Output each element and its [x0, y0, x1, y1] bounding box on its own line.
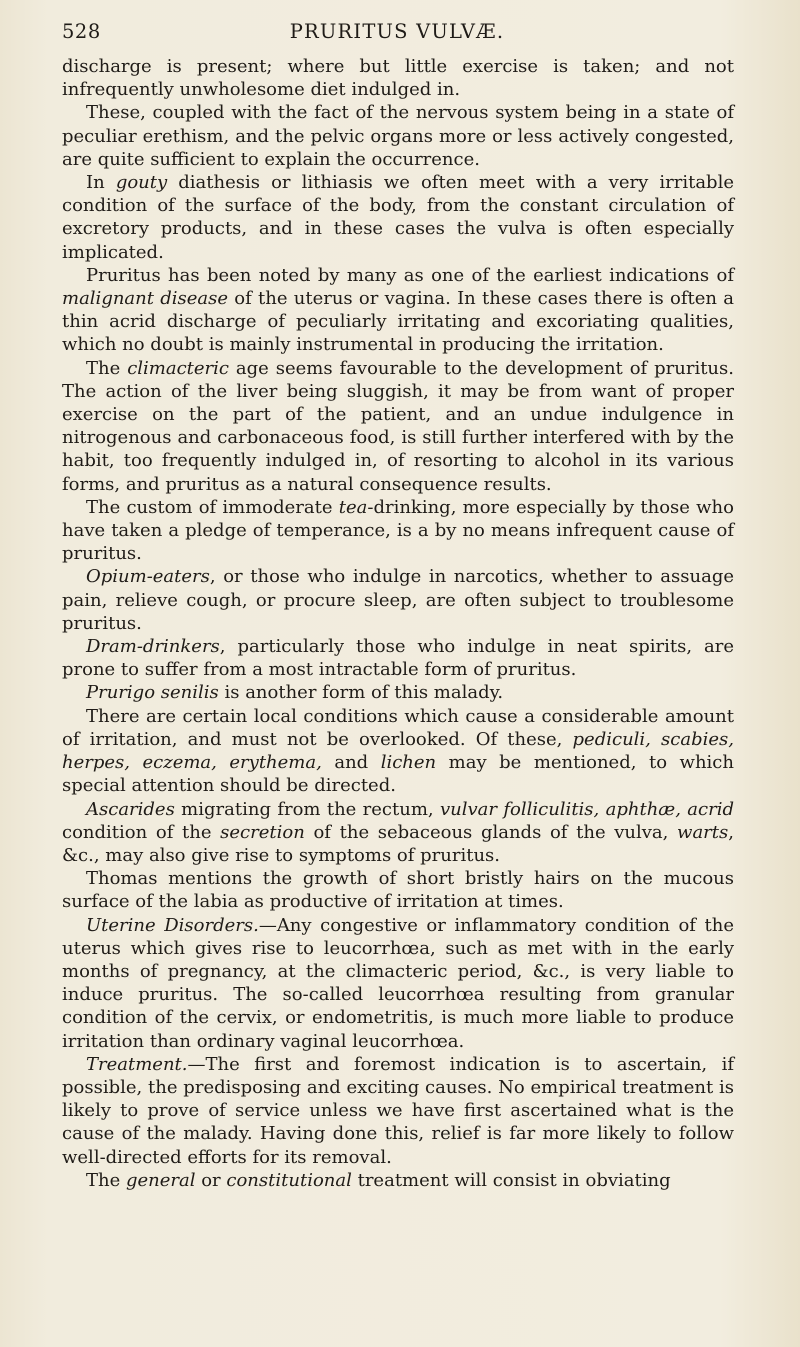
text-run: Pruritus has been noted by many as one of the earliest indications of — [86, 264, 734, 286]
page-number: 528 — [62, 20, 101, 43]
italic-text: Prurigo senilis — [86, 682, 219, 704]
text-run: may be mentioned, to which special attention should be directed. — [62, 752, 734, 797]
paragraph — [62, 55, 734, 101]
italic-text: Ascarides — [86, 798, 175, 820]
running-title: PRURITUS VULVÆ. — [289, 20, 505, 43]
paragraph — [62, 705, 734, 798]
paragraph — [62, 867, 734, 913]
paragraph — [62, 496, 734, 566]
text-run: —Any congestive or inflammatory condition of the uterus which gives rise to leucorrhœa, such as met with in the early months of pregnancy, at the climacteric period, &c., is very liable to induce pruritus. The so-called leucorrhœa resulting from granular condition of the cervix, or endometritis, is much more liable to produce irritation than ordinary vaginal leucorrhœa. — [62, 914, 734, 1052]
text-run: and — [321, 752, 381, 774]
italic-text: tea — [338, 496, 368, 518]
italic-text: gouty — [115, 172, 168, 194]
paragraph — [62, 914, 734, 1053]
italic-text: vulvar folliculitis, aphthæ, acrid — [439, 798, 734, 820]
text-run: condition of the — [62, 821, 221, 843]
italic-text: malignant disease — [62, 288, 229, 310]
text-run: Thomas mentions the growth of short bristly hairs on the mucous surface of the labia as productive of irritation at times. — [62, 868, 734, 913]
paragraph — [62, 1169, 734, 1192]
text-run: is another form of this malady. — [218, 682, 504, 704]
text-run: In — [86, 172, 116, 194]
paragraph — [62, 101, 734, 171]
italic-text: Treatment. — [86, 1053, 188, 1075]
text-run: or — [195, 1169, 227, 1191]
text-run: migrating from the rectum, — [174, 798, 440, 820]
text-run: age seems favourable to the development of pruritus. The action of the liver being sluggish, it may be from want of proper exercise on the part of the patient, and an undue indulgence in nitrogenous and carbonaceous food, is still further interfered with by the habit, too frequently indulged in, of resorting to alcohol in its various forms, and pruritus as a natural consequence results. — [62, 357, 734, 495]
italic-text: Dram-drinkers — [86, 636, 220, 658]
text-run: These, coupled with the fact of the nervous system being in a state of peculiar erethism, and the pelvic organs more or less actively congested, are quite sufficient to explain the occurrence. — [62, 102, 734, 170]
page-header — [62, 14, 732, 44]
paragraph — [62, 171, 734, 264]
text-run: of the uterus or vagina. In these cases there is often a thin acrid discharge of peculiarly irritating and excoriating qualities, which no doubt is mainly instrumental in producing the irritation. — [62, 288, 735, 356]
italic-text: secretion — [220, 821, 305, 843]
text-run: , &c., may also give rise to symptoms of pruritus. — [62, 821, 734, 866]
paragraph — [62, 357, 734, 496]
text-run: —The first and foremost indication is to ascertain, if possible, the predisposing and exciting causes. No empirical treatment is likely to prove of service unless we have first ascertained what is the cause of the malady. Having done this, relief is far more likely to follow well-directed efforts for its removal. — [62, 1053, 734, 1168]
text-run: , particularly those who indulge in neat spirits, are prone to suffer from a most intractable form of pruritus. — [62, 636, 734, 681]
italic-text: Opium-eaters — [86, 566, 210, 588]
paragraph — [62, 1053, 734, 1169]
italic-text: constitutional — [226, 1169, 352, 1191]
text-run: The — [86, 1169, 126, 1191]
text-run: diathesis or lithiasis we often meet with a very irritable condition of the surface of the body, from the constant circulation of excretory products, and in these cases the vulva is often especially implicated. — [62, 172, 734, 263]
paragraph — [62, 264, 734, 357]
italic-text: Uterine Disorders. — [86, 914, 259, 936]
text-run: The — [86, 357, 128, 379]
italic-text: climacteric — [127, 357, 229, 379]
text-run: There are certain local conditions which cause a considerable amount of irritation, and must not be overlooked. Of these, — [62, 705, 734, 750]
text-run: treatment will consist in obviating — [351, 1169, 671, 1191]
italic-text: lichen — [380, 752, 437, 774]
text-run: of the sebaceous glands of the vulva, — [304, 821, 678, 843]
body-text — [62, 55, 734, 1192]
italic-text: general — [125, 1169, 196, 1191]
text-run: , or those who indulge in narcotics, whether to assuage pain, relieve cough, or procure sleep, are often subject to troublesome pruritus. — [62, 566, 734, 634]
paragraph — [62, 798, 734, 868]
text-run: discharge is present; where but little exercise is taken; and not infrequently unwholesome diet indulged in. — [62, 56, 734, 101]
text-run: -drinking, more especially by those who have taken a pledge of temperance, is a by no means infrequent cause of pruritus. — [62, 496, 734, 565]
italic-text: warts — [677, 821, 729, 843]
paragraph — [62, 635, 734, 681]
text-run: The custom of immoderate — [86, 496, 339, 518]
italic-text: pediculi, scabies, herpes, eczema, erythema, — [62, 728, 734, 774]
paragraph — [62, 565, 734, 635]
paragraph — [62, 681, 734, 704]
